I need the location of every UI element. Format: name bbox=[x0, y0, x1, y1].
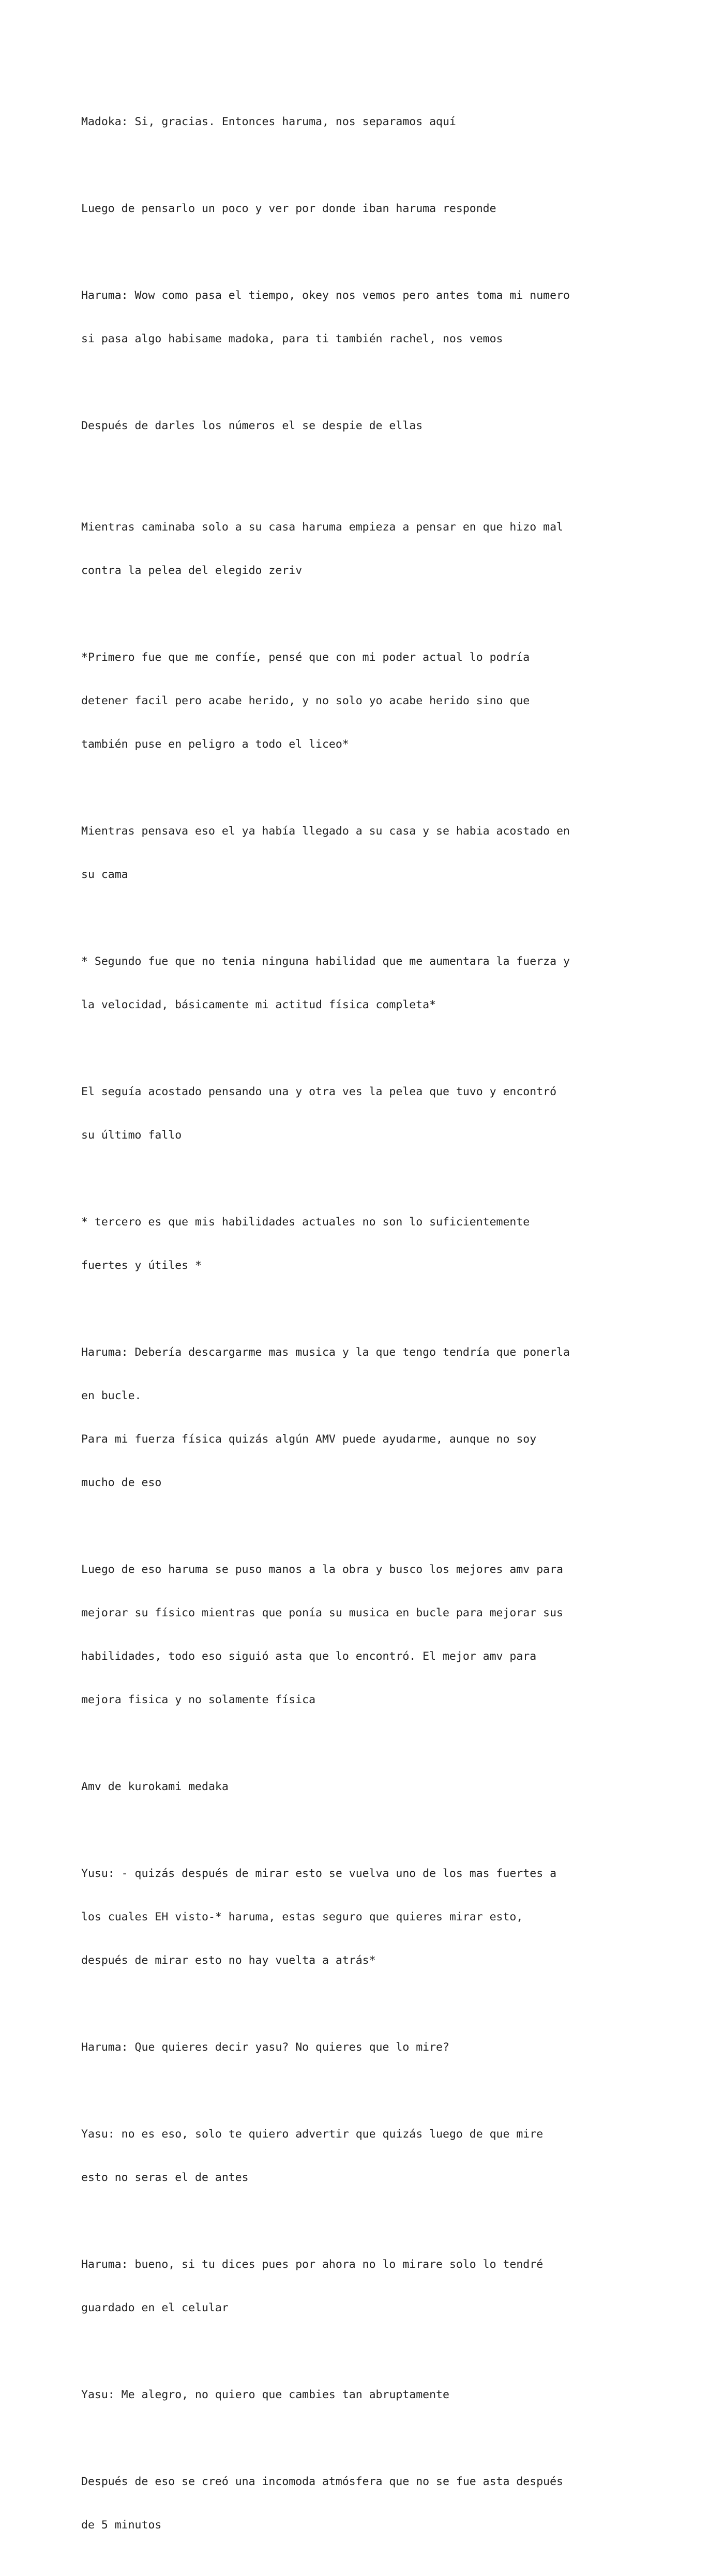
paragraph bbox=[81, 390, 655, 462]
paragraph bbox=[81, 2011, 655, 2084]
text-line: * Segundo fue que no tenia ninguna habilidad que me aumentara la fuerza y bbox=[81, 955, 570, 968]
text-line: también puse en peligro a todo el liceo* bbox=[81, 738, 349, 751]
text-line: su último fallo bbox=[81, 1129, 182, 1142]
paragraph bbox=[81, 1186, 655, 1302]
text-line: Después de eso se creó una incomoda atmósfera que no se fue asta después bbox=[81, 2475, 563, 2488]
paragraph bbox=[81, 2229, 655, 2344]
text-line: Luego de pensarlo un poco y ver por donde iban haruma responde bbox=[81, 202, 496, 215]
text-line: Amv de kurokami medaka bbox=[81, 1780, 229, 1793]
text-line: los cuales EH visto-* haruma, estas seguro que quieres mirar esto, bbox=[81, 1911, 523, 1923]
text-line: *Primero fue que me confíe, pensé que con mi poder actual lo podría bbox=[81, 651, 530, 664]
text-line: esto no seras el de antes bbox=[81, 2171, 249, 2184]
paragraph bbox=[81, 2359, 655, 2431]
paragraph bbox=[81, 86, 655, 158]
paragraph bbox=[81, 795, 655, 911]
text-line: Mientras pensava eso el ya había llegado a su casa y se habia acostado en bbox=[81, 825, 570, 838]
text-line: * tercero es que mis habilidades actuales no son lo suficientemente bbox=[81, 1216, 530, 1229]
text-line: Madoka: Si, gracias. Entonces haruma, nos separamos aquí bbox=[81, 115, 456, 128]
text-line: guardado en el celular bbox=[81, 2301, 229, 2314]
text-line: en bucle. bbox=[81, 1389, 142, 1402]
text-line: mejorar su físico mientras que ponía su musica en bucle para mejorar sus bbox=[81, 1607, 563, 1619]
paragraph bbox=[81, 173, 655, 245]
text-line: después de mirar esto no hay vuelta a atrás* bbox=[81, 1954, 376, 1967]
text-line: Para mi fuerza física quizás algún AMV puede ayudarme, aunque no soy bbox=[81, 1433, 537, 1446]
paragraph bbox=[81, 491, 655, 607]
text-line: fuertes y útiles * bbox=[81, 1259, 202, 1272]
text-line: detener facil pero acabe herido, y no solo yo acabe herido sino que bbox=[81, 694, 530, 707]
paragraph bbox=[81, 622, 655, 781]
text-line: de 5 minutos bbox=[81, 2519, 162, 2532]
text-line: Yusu: - quizás después de mirar esto se vuelva uno de los mas fuertes a bbox=[81, 1867, 557, 1880]
paragraph bbox=[81, 1751, 655, 1823]
text-line: Yasu: no es eso, solo te quiero advertir que quizás luego de que mire bbox=[81, 2128, 544, 2141]
paragraph bbox=[81, 1316, 655, 1519]
paragraph bbox=[81, 1056, 655, 1172]
text-line: El seguía acostado pensando una y otra ves la pelea que tuvo y encontró bbox=[81, 1085, 557, 1098]
text-line: la velocidad, básicamente mi actitud física completa* bbox=[81, 998, 436, 1011]
text-line: su cama bbox=[81, 868, 128, 881]
text-line: Haruma: Wow como pasa el tiempo, okey nos vemos pero antes toma mi numero bbox=[81, 289, 570, 302]
document-body bbox=[81, 86, 655, 2576]
text-line: Luego de eso haruma se puso manos a la obra y busco los mejores amv para bbox=[81, 1563, 563, 1576]
text-line: mejora fisica y no solamente física bbox=[81, 1693, 316, 1706]
text-line: Haruma: Que quieres decir yasu? No quieres que lo mire? bbox=[81, 2041, 449, 2054]
text-line: Haruma: Debería descargarme mas musica y la que tengo tendría que ponerla bbox=[81, 1346, 570, 1359]
text-line: Yasu: Me alegro, no quiero que cambies tan abruptamente bbox=[81, 2388, 449, 2401]
text-line: si pasa algo habisame madoka, para ti también rachel, nos vemos bbox=[81, 332, 503, 345]
text-line: Después de darles los números el se despie de ellas bbox=[81, 419, 423, 432]
paragraph bbox=[81, 926, 655, 1041]
paragraph bbox=[81, 1534, 655, 1736]
paragraph bbox=[81, 1838, 655, 1997]
paragraph bbox=[81, 2098, 655, 2214]
paragraph bbox=[81, 260, 655, 375]
paragraph bbox=[81, 2446, 655, 2562]
text-line: Mientras caminaba solo a su casa haruma empieza a pensar en que hizo mal bbox=[81, 521, 563, 534]
text-line: habilidades, todo eso siguió asta que lo encontró. El mejor amv para bbox=[81, 1650, 537, 1663]
text-line: mucho de eso bbox=[81, 1476, 162, 1489]
text-line: Haruma: bueno, si tu dices pues por ahora no lo mirare solo lo tendré bbox=[81, 2258, 544, 2271]
text-line: contra la pelea del elegido zeriv bbox=[81, 564, 303, 577]
